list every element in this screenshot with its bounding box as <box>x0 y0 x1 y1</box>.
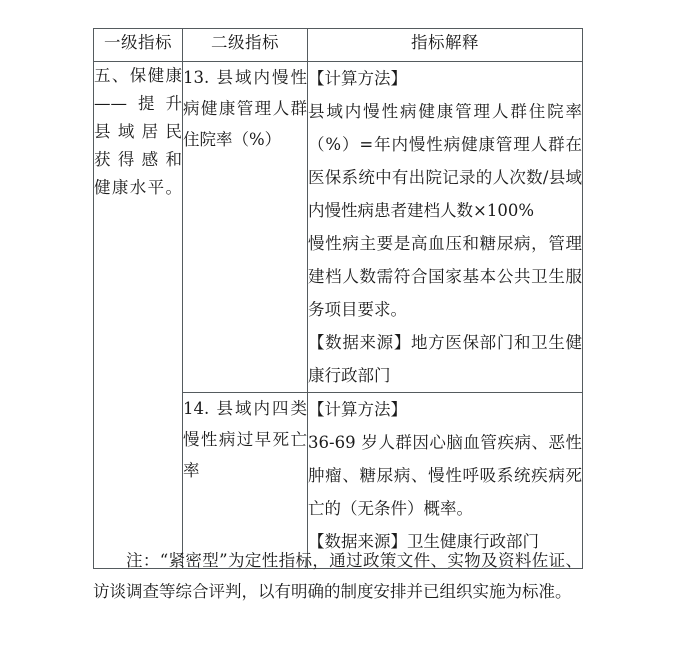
explanation-cell-14 <box>308 393 583 569</box>
calculation-method-body: 县域内慢性病健康管理人群住院率（%）=年内慢性病健康管理人群在医保系统中有出院记录的人次数/县域内慢性病患者建档人数×100% <box>308 102 582 220</box>
category-cell-health-protection <box>94 62 183 569</box>
footer-note <box>93 545 582 607</box>
explanation-cell-13 <box>308 62 583 393</box>
calculation-method-heading: 【计算方法】 <box>308 400 407 419</box>
explanation-text-14 <box>308 393 582 558</box>
category-line: 获得感和 <box>94 150 182 169</box>
category-line: ——提升 <box>94 94 182 113</box>
indicator-table <box>93 28 583 569</box>
calculation-method-note: 慢性病主要是高血压和糖尿病，管理建档人数需符合国家基本公共卫生服务项目要求。 <box>308 234 582 319</box>
table-row <box>94 62 583 393</box>
footer-note-line-2: 访谈调查等综合评判，以有明确的制度安排并已组织实施为标准。 <box>93 582 572 601</box>
column-header-secondary-indicator: 二级指标 <box>183 29 308 62</box>
indicator-label-14: 14. 县域内四类慢性病过早死亡率 <box>183 399 307 480</box>
category-line: 健康水平。 <box>94 178 182 197</box>
indicator-label-13: 13. 县域内慢性病健康管理人群住院率（%） <box>183 68 307 149</box>
column-header-indicator-explanation: 指标解释 <box>308 29 583 62</box>
data-source-body: 地方医保部门和卫生健康行政部门 <box>308 333 583 385</box>
calculation-method-heading: 【计算方法】 <box>308 69 407 88</box>
column-header-primary-indicator: 一级指标 <box>94 29 183 62</box>
data-source-body: 卫生健康行政部门 <box>407 532 539 551</box>
category-line: 县域居民 <box>94 122 182 141</box>
indicator-cell-13 <box>183 62 308 393</box>
explanation-text-13 <box>308 62 582 392</box>
indicator-cell-14 <box>183 393 308 569</box>
calculation-method-body: 36-69 岁人群因心脑血管疾病、恶性肿瘤、糖尿病、慢性呼吸系统疾病死亡的（无条件）概率。 <box>308 433 582 518</box>
category-text <box>94 62 182 202</box>
data-source-line <box>308 326 582 392</box>
table-header-row <box>94 29 583 62</box>
footer-note-line-1: 注：“紧密型”为定性指标，通过政策文件、实物及资料佐证、 <box>126 551 582 570</box>
data-source-heading: 【数据来源】 <box>308 333 411 352</box>
data-source-heading: 【数据来源】 <box>308 532 407 551</box>
category-line: 五、保健康 <box>94 66 182 85</box>
